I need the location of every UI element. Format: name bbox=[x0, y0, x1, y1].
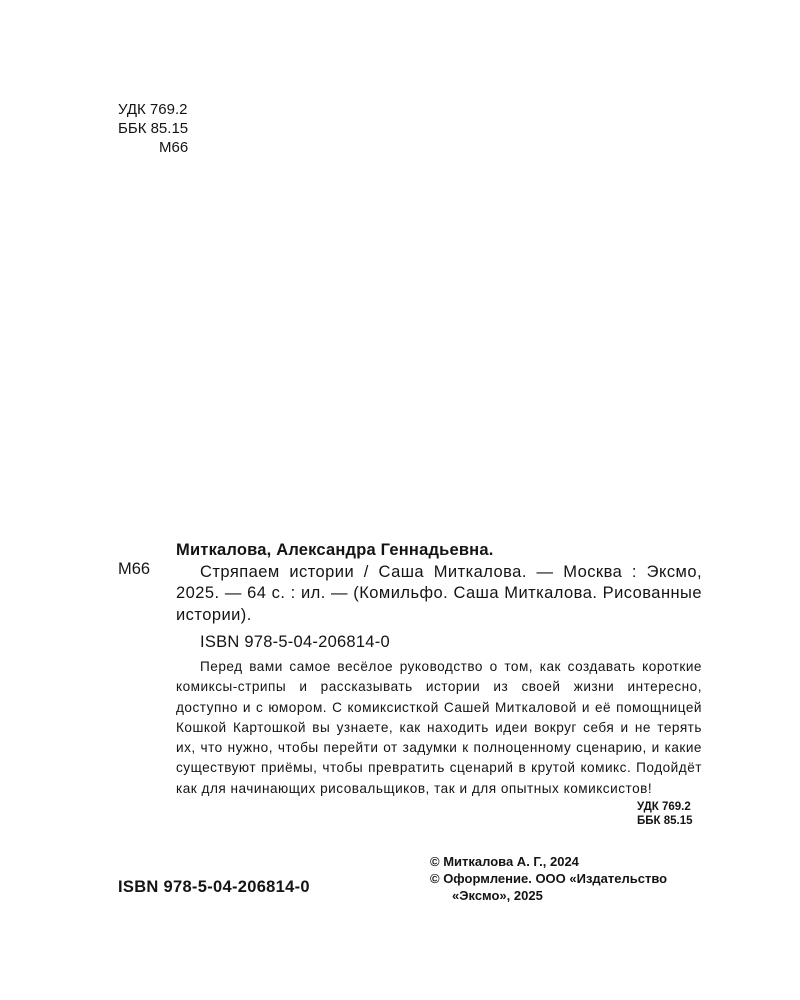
copyright-block bbox=[430, 853, 720, 904]
classification-block bbox=[118, 100, 188, 157]
author-mark: М66 bbox=[159, 139, 189, 156]
codes-right bbox=[637, 800, 693, 828]
record-description: Стряпаем истории / Саша Миткалова. — Москва : Эксмо, 2025. — 64 с. : ил. — (Комильфо. Саша Миткалова. Рисованные истории). bbox=[176, 562, 702, 624]
record-author: Миткалова, Александра Геннадьевна. bbox=[176, 541, 494, 559]
udk-code: УДК 769.2 bbox=[118, 101, 188, 118]
record-author-mark: М66 bbox=[118, 560, 151, 578]
copyright-design: © Оформление. ООО «Издательство bbox=[430, 871, 668, 886]
record-isbn: ISBN 978-5-04-206814-0 bbox=[200, 633, 390, 652]
copyright-design-cont: «Эксмо», 2025 bbox=[452, 888, 543, 903]
isbn-bottom: ISBN 978-5-04-206814-0 bbox=[118, 878, 310, 896]
bibliographic-record bbox=[176, 540, 702, 654]
udk-code-right: УДК 769.2 bbox=[637, 801, 691, 813]
annotation: Перед вами самое весёлое руководство о том, как создавать короткие комиксы-стрипы и рассказывать истории из своей жизни интересно, доступно и с юмором. С комиксисткой Сашей Миткаловой и её помощницей Кошкой Картошкой вы узнаете, как находить идеи вокруг себя и не терять их, что нужно, чтобы перейти от задумки к полноценному сценарию, и какие существуют приёмы, чтобы превратить сценарий в крутой комикс. Подойдёт как для начинающих рисовальщиков, так и для опытных комиксистов! bbox=[176, 659, 702, 796]
bbk-code: ББК 85.15 bbox=[118, 120, 189, 137]
copyright-author: © Миткалова А. Г., 2024 bbox=[430, 854, 579, 869]
bbk-code-right: ББК 85.15 bbox=[637, 815, 693, 827]
